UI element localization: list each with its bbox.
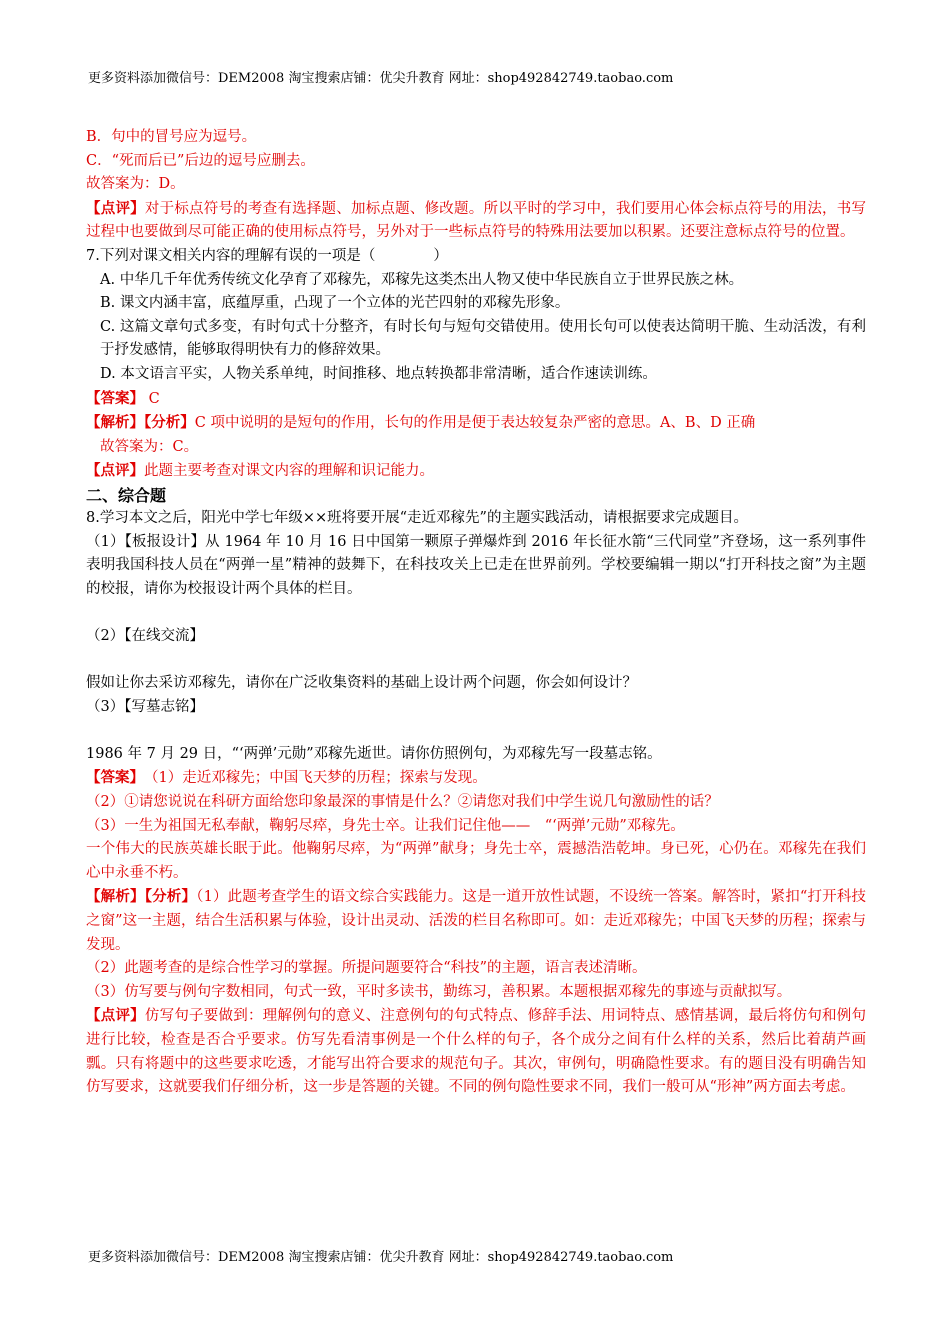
analysis-tag: 【解析】【分析】: [86, 888, 197, 906]
document-body: [86, 126, 866, 1100]
q8-analysis-3: （3）仿写要与例句字数相同，句式一致，平时多读书，勤练习，善积累。本题根据邓稼先的事迹与贡献拟写。: [86, 983, 792, 1000]
q8-analysis: [86, 885, 866, 957]
q7-stem: 7.下列对课文相关内容的理解有误的一项是（ ）: [86, 247, 448, 264]
q7-option-c: C. 这篇文章句式多变，有时句式十分整齐，有时长句与短句交错使用。使用长句可以使表达简明干脆、生动活泼，有利于抒发感情，能够取得明快有力的修辞效果。: [100, 318, 866, 359]
q8-analysis-1: （1）此题考查学生的语文综合实践能力。这是一道开放性试题，不设统一答案。解答时，紧扣“打开科技之窗”这一主题，结合生活积累与体验，设计出灵动、活泼的栏目名称即可。如：走近邓稼先；中国飞天梦的历程；探索与发现。: [86, 889, 866, 953]
q7-answer-text: C: [144, 390, 160, 407]
q8-part2-title: （2）【在线交流】: [86, 627, 204, 644]
q8-answer: [86, 766, 866, 791]
comment-tag: 【点评】: [86, 462, 144, 480]
q7-comment-text: 此题主要考查对课文内容的理解和识记能力。: [144, 463, 434, 480]
q8-comment: [86, 1004, 866, 1099]
q8-comment-text: 仿写句子要做到：理解例句的意义、注意例句的句式特点、修辞手法、用词特点、感情基调，最后将仿句和例句进行比较，检查是否合乎要求。仿写先看清事例是一个什么样的句子，各个成分之间有什么样的关系，然后比着葫芦画瓢。只有将题中的这些要求吃透，才能写出符合要求的规范句子。其次，审例句，明确隐性要求。有的题目没有明确告知仿写要求，这就要我们仔细分析，这一步是答题的关键。不同的例句隐性要求不同，我们一般可从“形神”两方面去考虑。: [86, 1008, 867, 1096]
blank-space: [86, 719, 866, 743]
q8-analysis-2: （2）此题考查的是综合性学习的掌握。所提问题要符合“科技”的主题，语言表述清晰。: [86, 960, 647, 977]
q8-part1: （1）【板报设计】从 1964 年 10 月 16 日中国第一颗原子弹爆炸到 2016 年长征水箭“三代同堂”齐登场，这一系列事件表明我国科技人员在“两弹一星”精神的鼓舞下，在科技攻关上已走在世界前列。学校要编辑一期以“打开科技之窗”为主题的校报，请你为校报设计两个具体的栏目。: [86, 533, 866, 597]
q8-part3-body: 1986 年 7 月 29 日，“‘两弹’元勋”邓稼先逝世。请你仿照例句，为邓稼先写一段墓志铭。: [86, 745, 662, 762]
answer-tag: 【答案】: [86, 389, 144, 407]
q8-answer-4: 一个伟大的民族英雄长眠于此。他鞠躬尽瘁，为“两弹”献身；身先士卒，震撼浩浩乾坤。身已死，心仍在。邓稼先在我们心中永垂不朽。: [86, 841, 866, 881]
q6-option-c: C．“死而后已”后边的逗号应删去。: [86, 152, 315, 169]
q7-option-a: A. 中华几千年优秀传统文化孕育了邓稼先，邓稼先这类杰出人物又使中华民族自立于世界民族之林。: [100, 271, 744, 288]
q7-option-d: D. 本文语言平实，人物关系单纯，时间推移、地点转换都非常清晰，适合作速读训练。: [100, 365, 657, 382]
q7-result: 故答案为：C。: [100, 438, 199, 455]
q8-answer-3: （3）一生为祖国无私奉献，鞠躬尽瘁，身先士卒。让我们记住他—— “‘两弹’元勋”邓稼先。: [86, 817, 685, 834]
q7-analysis: [86, 411, 866, 436]
q7-analysis-text: C 项中说明的是短句的作用，长句的作用是便于表达较复杂严密的意思。A、B、D 正确: [194, 415, 756, 432]
page-footer: 更多资料添加微信号：DEM2008 淘宝搜索店铺：优尖升教育 网址：shop492842749.taobao.com: [88, 1250, 674, 1265]
comment-tag: 【点评】: [86, 1007, 145, 1025]
analysis-tag: 【解析】【分析】: [86, 414, 195, 432]
q7-answer: [86, 387, 866, 412]
q8-part3-title: （3）【写墓志铭】: [86, 698, 204, 715]
page-header: 更多资料添加微信号：DEM2008 淘宝搜索店铺：优尖升教育 网址：shop492842749.taobao.com: [88, 71, 674, 86]
blank-space: [86, 601, 866, 625]
q7-comment: [86, 459, 866, 484]
q6-comment: [86, 197, 866, 245]
comment-tag: 【点评】: [86, 199, 145, 217]
q6-option-b: B．句中的冒号应为逗号。: [86, 129, 257, 145]
q7-option-b: B. 课文内涵丰富，底蕴厚重，凸现了一个立体的光芒四射的邓稼先形象。: [100, 295, 570, 312]
q8-answer-2: （2）①请您说说在科研方面给您印象最深的事情是什么？②请您对我们中学生说几句激励性的话？: [86, 794, 719, 811]
section-title: 二、综合题: [86, 485, 167, 505]
q8-answer-1: （1）走近邓稼先；中国飞天梦的历程；探索与发现。: [136, 770, 487, 787]
answer-tag: 【答案】: [86, 769, 137, 787]
q6-comment-text: 对于标点符号的考查有选择题、加标点题、修改题。所以平时的学习中，我们要用心体会标点符号的用法，书写过程中也要做到尽可能正确的使用标点符号，另外对于一些标点符号的特殊用法要加以积累。还要注意标点符号的位置。: [86, 200, 867, 241]
q8-stem: 8.学习本文之后，阳光中学七年级××班将要开展“走近邓稼先”的主题实践活动，请根据要求完成题目。: [86, 509, 748, 526]
q8-part2-body: 假如让你去采访邓稼先，请你在广泛收集资料的基础上设计两个问题，你会如何设计？: [86, 675, 637, 692]
blank-space: [86, 648, 866, 672]
q6-result: 故答案为：D。: [86, 176, 185, 193]
